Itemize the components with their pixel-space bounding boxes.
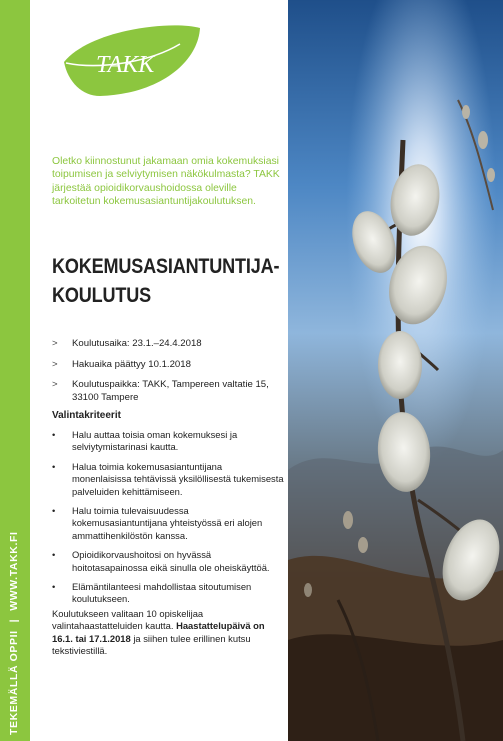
criteria-item	[52, 581, 284, 606]
outro-text-2: ja siihen tulee erillinen kutsu tekstiviestillä.	[52, 632, 251, 657]
bullet-marker: •	[52, 549, 56, 561]
criteria-item	[52, 461, 284, 498]
criteria-text: Opioidikorvaushoitosi on hyvässä hoitotasapainossa eikä sinulla ole oheiskäyttöä.	[72, 549, 270, 573]
arrow-marker: >	[52, 379, 58, 390]
bullet-marker: •	[52, 581, 56, 593]
outro-text-1: Koulutukseen valitaan 10 opiskelijaa valintahaastatteluiden kautta.	[52, 608, 204, 632]
sidebar-separator: |	[8, 618, 20, 623]
criteria-item	[52, 505, 284, 542]
bullet-marker: •	[52, 505, 56, 517]
info-item	[52, 379, 282, 404]
criteria-item	[52, 549, 284, 574]
logo-text: TAKK	[96, 52, 155, 78]
title-line-1: KOKEMUSASIANTUNTIJA-	[52, 255, 280, 278]
title-line-2: KOULUTUS	[52, 284, 151, 307]
arrow-marker: >	[52, 358, 58, 370]
outro-interview-dates: Haastattelupäivä on 16.1. tai 17.1.2018	[52, 620, 265, 644]
intro-paragraph: Oletko kiinnostunut jakamaan omia kokemuksiasi toipumisen ja selviytymisen näkökulmasta? TAKK järjestää opioidikorvaushoidossa oleville tarkoitetun kokemusasiantuntijakoulutuksen.	[52, 156, 280, 208]
page-title	[52, 252, 280, 310]
info-list	[52, 338, 282, 412]
criteria-text: Elämäntilanteesi mahdollistaa sitoutumisen koulutukseen.	[72, 581, 252, 605]
criteria-heading: Valintakriteerit	[52, 410, 121, 421]
bullet-marker: •	[52, 429, 56, 440]
criteria-item	[52, 429, 284, 454]
sidebar-slogan-left: TEKEMÄLLÄ OPPII	[8, 630, 20, 735]
info-text: Hakuaika päättyy 10.1.2018	[72, 358, 191, 370]
info-item	[52, 359, 282, 372]
willow-catkin-photo	[288, 0, 503, 741]
sidebar-slogan	[8, 531, 20, 735]
info-text: Koulutusaika: 23.1.–24.4.2018	[72, 338, 202, 349]
info-text: Koulutuspaikka: TAKK, Tampereen valtatie 15, 33100 Tampere	[72, 379, 269, 403]
criteria-text: Halua toimia kokemusasiantuntijana monenlaisissa tehtävissä yksilöllisestä tukemisesta palveluiden kehittämiseen.	[72, 460, 284, 497]
takk-logo	[60, 22, 202, 100]
criteria-text: Halu toimia tulevaisuudessa kokemusasiantuntijana yhteistyössä eri alojen ammattihenkilöstön kanssa.	[72, 505, 263, 541]
sidebar	[0, 0, 30, 741]
criteria-list	[52, 429, 284, 613]
sidebar-website: WWW.TAKK.FI	[8, 531, 20, 611]
info-item	[52, 338, 282, 351]
criteria-text: Halu auttaa toisia oman kokemuksesi ja selviytymistarinasi kautta.	[72, 429, 238, 453]
arrow-marker: >	[52, 338, 58, 349]
outro-paragraph	[52, 608, 284, 658]
bullet-marker: •	[52, 460, 56, 472]
